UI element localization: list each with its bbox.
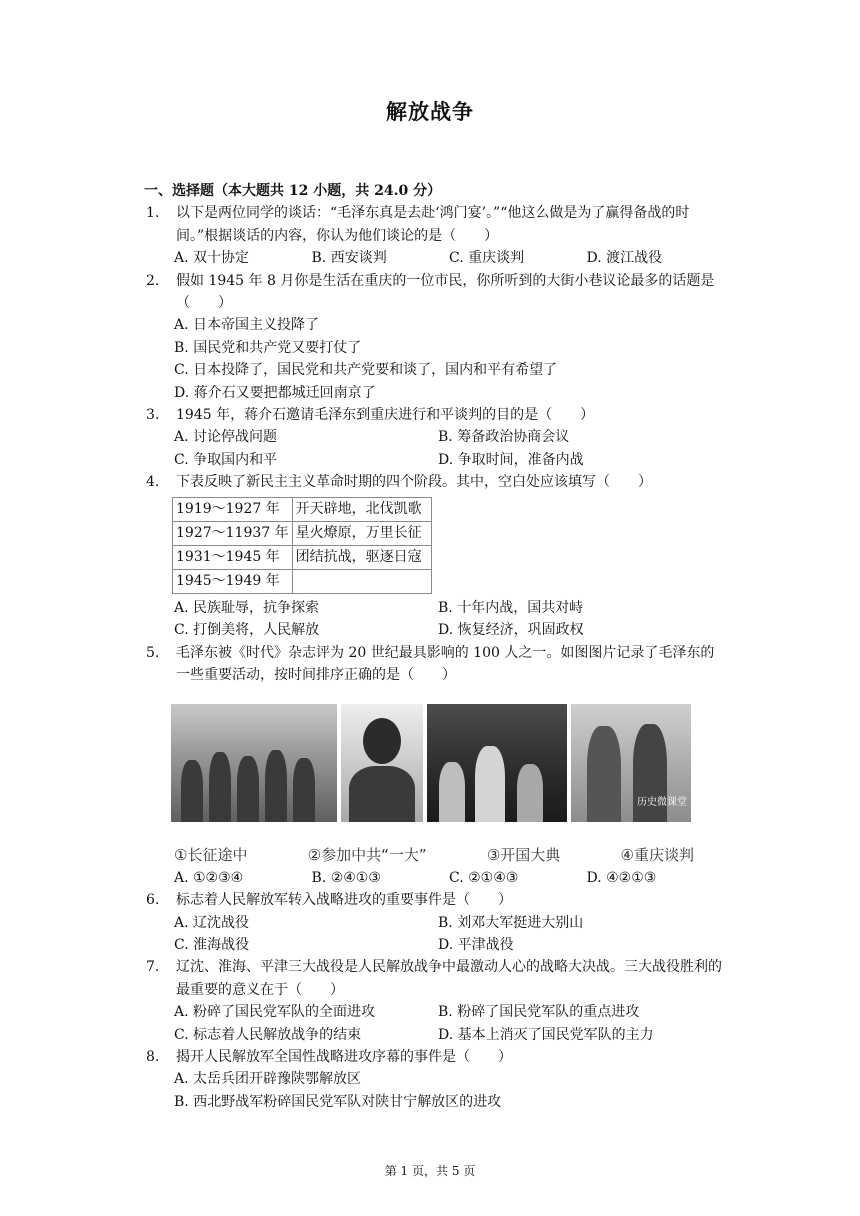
table-cell-period: 1931～1945 年 (173, 545, 293, 569)
option-a: A. 粉碎了国民党军队的全面进攻 (174, 1004, 376, 1021)
question-5 (144, 642, 724, 687)
option-c: C. ②①④③ (449, 869, 519, 886)
option-a: A. 太岳兵团开辟豫陕鄂解放区 (174, 1071, 362, 1088)
option-a: A. 双十协定 (174, 250, 250, 267)
watermark: 历史微课堂 (637, 796, 687, 808)
question-8 (144, 1046, 724, 1068)
caption-2: ②参加中共“一大” (307, 846, 427, 865)
question-number: 1. (146, 205, 160, 222)
question-4 (144, 471, 724, 493)
figure-silhouette (209, 752, 231, 822)
question-list (144, 180, 724, 1113)
photo-strip (171, 704, 691, 822)
table-row (173, 545, 432, 569)
question-1-options (174, 247, 724, 269)
figure-silhouette (517, 764, 543, 822)
caption-1: ①长征途中 (174, 846, 248, 865)
option-c: C. 标志着人民解放战争的结束 (174, 1026, 362, 1043)
option-c: C. 日本投降了，国民党和共产党要和谈了，国内和平有希望了 (174, 362, 558, 379)
question-number: 6. (146, 892, 160, 909)
question-8-options (174, 1068, 724, 1113)
question-2-options (174, 314, 724, 404)
question-7 (144, 956, 724, 1001)
table-cell-blank (292, 569, 431, 593)
option-c: C. 重庆谈判 (449, 250, 525, 267)
figure-silhouette (265, 750, 287, 822)
caption-4: ④重庆谈判 (620, 846, 694, 865)
question-text: 毛泽东被《时代》杂志评为 20 世纪最具影响的 100 人之一。如图图片记录了毛泽东的一些重要活动，按时间排序正确的是（ ） (176, 644, 715, 683)
option-c: C. 淮海战役 (174, 936, 250, 953)
question-number: 3. (146, 407, 160, 424)
question-1 (144, 202, 724, 247)
table-cell-theme: 星火燎原，万里长征 (292, 521, 431, 545)
option-d: D. 基本上消灭了国民党军队的主力 (438, 1026, 654, 1043)
option-a: A. 辽沈战役 (174, 914, 250, 931)
figure-silhouette (293, 758, 315, 822)
option-b: B. 西安谈判 (311, 250, 387, 267)
question-5-options (174, 867, 724, 889)
option-b: B. 粉碎了国民党军队的重点进攻 (438, 1004, 640, 1021)
option-b: B. 国民党和共产党又要打仗了 (174, 339, 362, 356)
photo-captions (174, 844, 694, 866)
question-number: 7. (146, 959, 160, 976)
option-b: B. ②④①③ (311, 869, 381, 886)
table-cell-theme: 团结抗战，驱逐日寇 (292, 545, 431, 569)
question-7-options (174, 1001, 724, 1046)
photo-chongqing-talks (571, 704, 691, 822)
option-d: D. ④②①③ (586, 869, 657, 886)
question-3 (144, 404, 724, 426)
option-d: D. 渡江战役 (586, 250, 663, 267)
question-text: 假如 1945 年 8 月你是生活在重庆的一位市民，你所听到的大街小巷议论最多的话题是（ ） (176, 272, 715, 312)
table-cell-theme: 开天辟地，北伐凯歌 (292, 497, 431, 521)
question-number: 2. (146, 272, 160, 289)
figure-silhouette (587, 726, 621, 822)
question-6-options (174, 912, 724, 957)
question-6 (144, 889, 724, 911)
option-b: B. 筹备政治协商会议 (438, 429, 570, 446)
question-text: 以下是两位同学的谈话：“毛泽东真是去赴‘鸿门宴’。”“他这么做是为了赢得备战的时间。”根据谈话的内容，你认为他们谈论的是（ ） (176, 205, 690, 244)
option-a: A. 日本帝国主义投降了 (174, 317, 320, 334)
question-text: 辽沈、淮海、平津三大战役是人民解放战争中最激动人心的战略大决战。三大战役胜利的最重要的意义在于（ ） (176, 959, 722, 998)
question-text: 1945 年，蒋介石邀请毛泽东到重庆进行和平谈判的目的是（ ） (176, 407, 595, 424)
option-b: B. 刘邓大军挺进大别山 (438, 914, 584, 931)
page-title: 解放战争 (386, 99, 474, 124)
table-cell-period: 1927～11937 年 (173, 521, 293, 545)
option-d: D. 争取时间，准备内战 (438, 451, 584, 468)
question-number: 5. (146, 644, 160, 661)
table-row (173, 497, 432, 521)
question-number: 4. (146, 474, 160, 491)
question-text: 标志着人民解放军转入战略进攻的重要事件是（ ） (176, 892, 512, 909)
figure-silhouette (475, 746, 505, 822)
figure-silhouette (181, 760, 203, 822)
table-row (173, 569, 432, 593)
option-a: A. 讨论停战问题 (174, 429, 278, 446)
question-2 (144, 270, 724, 315)
photo-founding-ceremony (427, 704, 567, 822)
question-text: 下表反映了新民主主义革命时期的四个阶段。其中，空白处应该填写（ ） (176, 474, 652, 491)
question-number: 8. (146, 1048, 160, 1065)
table-cell-period: 1919～1927 年 (173, 497, 293, 521)
photo-long-march (171, 704, 337, 822)
head-silhouette (363, 718, 401, 764)
page-footer: 第 1 页，共 5 页 (384, 1164, 476, 1178)
option-d: D. 恢复经济，巩固政权 (438, 622, 584, 639)
figure-silhouette (349, 766, 415, 822)
figure-silhouette (439, 762, 465, 822)
option-c: C. 打倒美将，人民解放 (174, 622, 320, 639)
option-d: D. 蒋介石又要把都城迁回南京了 (174, 384, 376, 401)
question-4-options (174, 597, 724, 642)
period-table (172, 497, 432, 594)
table-cell-period: 1945～1949 年 (173, 569, 293, 593)
option-c: C. 争取国内和平 (174, 451, 278, 468)
option-d: D. 平津战役 (438, 936, 514, 953)
option-a: A. 民族耻辱，抗争探索 (174, 599, 320, 616)
section-heading: 一、选择题（本大题共 12 小题，共 24.0 分） (144, 183, 442, 199)
caption-3: ③开国大典 (486, 846, 561, 865)
option-a: A. ①②③④ (174, 869, 244, 886)
question-text: 揭开人民解放军全国性战略进攻序幕的事件是（ ） (176, 1048, 512, 1065)
option-b: B. 十年内战，国共对峙 (438, 599, 584, 616)
option-b: B. 西北野战军粉碎国民党军队对陕甘宁解放区的进攻 (174, 1093, 502, 1110)
table-row (173, 521, 432, 545)
figure-silhouette (237, 756, 259, 822)
photo-portrait (341, 704, 423, 822)
question-3-options (174, 426, 724, 471)
